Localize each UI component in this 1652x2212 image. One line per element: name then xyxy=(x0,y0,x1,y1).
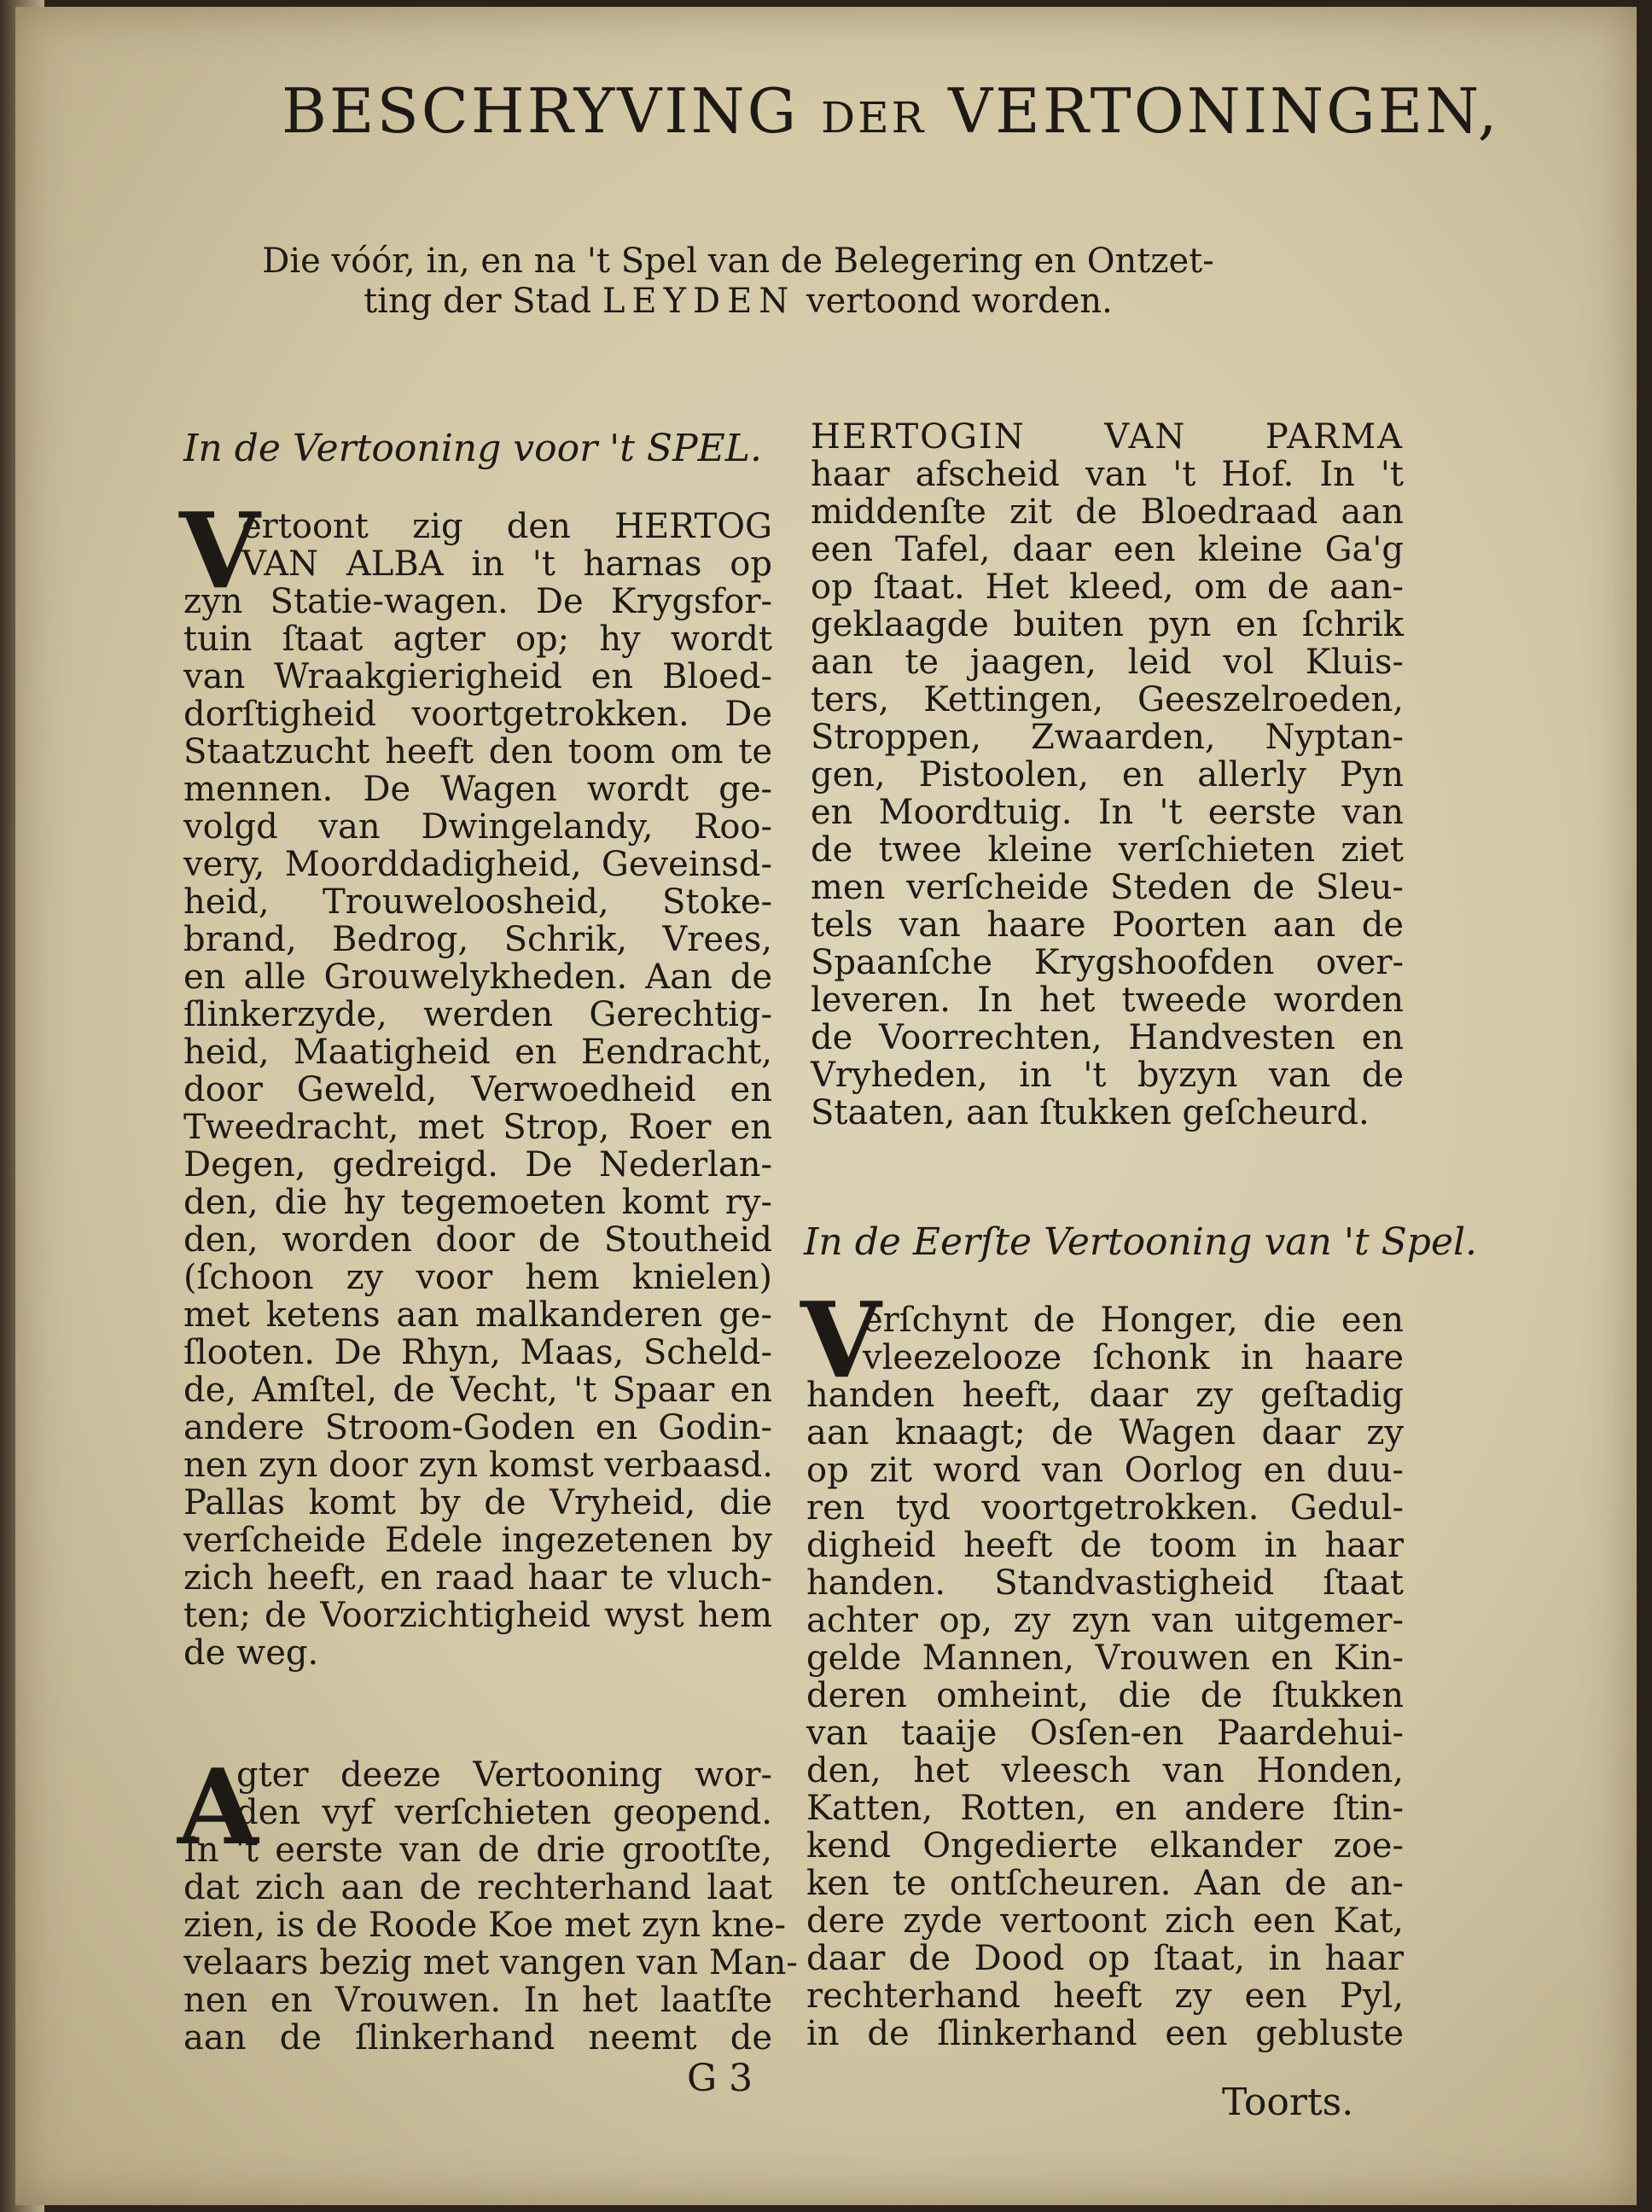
right-paragraph-main xyxy=(806,1301,1404,2052)
right-paragraph-top xyxy=(811,418,1404,1132)
text-line: (ſchoon zy voor hem knielen) xyxy=(183,1258,772,1297)
text-line: zich heeft, en raad haar te vluch- xyxy=(183,1558,772,1598)
title-main: BESCHRYVING xyxy=(282,75,800,147)
text-line: volgd van Dwingelandy, Roo- xyxy=(183,807,772,847)
text-line: dorſtigheid voortgetrokken. De xyxy=(183,695,772,734)
text-line: nen zyn door zyn komst verbaasd. xyxy=(183,1446,773,1485)
text-line: leveren. In het tweede worden xyxy=(811,981,1404,1020)
text-line: middenſte zit de Bloedraad aan xyxy=(811,492,1404,532)
text-line: andere Stroom-Goden en Godin- xyxy=(183,1408,772,1447)
text-line: heid, Trouweloosheid, Stoke- xyxy=(183,882,772,922)
text-line: daar de Dood op ſtaat, in haar xyxy=(806,1939,1404,1978)
subtitle-city: LEYDEN xyxy=(602,282,796,321)
text-line: de twee kleine verſchieten ziet xyxy=(811,830,1404,870)
subtitle-text-c: vertoond worden. xyxy=(806,282,1113,321)
text-line: den vyf verſchieten geopend. xyxy=(236,1793,772,1832)
text-line: VAN ALBA in 't harnas op xyxy=(241,544,772,584)
text-line: Pallas komt by de Vryheid, die xyxy=(183,1483,772,1522)
left-paragraph-2 xyxy=(183,1755,798,2058)
text-line: Staatzucht heeft den toom om te xyxy=(183,732,772,771)
text-line: ren tyd voortgetrokken. Gedul- xyxy=(806,1488,1404,1528)
text-line: dat zich aan de rechterhand laat xyxy=(183,1868,772,1907)
page-title xyxy=(282,75,1500,147)
text-line: gter deeze Vertooning wor- xyxy=(236,1755,772,1795)
text-line: gelde Mannen, Vrouwen en Kin- xyxy=(806,1639,1404,1678)
text-line: verſcheide Edele ingezetenen by xyxy=(183,1521,772,1560)
text-line: de Voorrechten, Handvesten en xyxy=(811,1018,1404,1057)
text-line: op zit word van Oorlog en duu- xyxy=(806,1451,1404,1490)
left-section-heading: In de Vertooning voor 't SPEL. xyxy=(183,427,762,470)
text-line: ten; de Voorzichtigheid wyst hem xyxy=(183,1596,772,1635)
left-paragraph-1 xyxy=(183,508,772,1672)
text-line: den, worden door de Stoutheid xyxy=(183,1220,772,1260)
text-line: een Tafel, daar een kleine Ga'g xyxy=(811,530,1404,569)
text-line: HERTOGIN VAN PARMA xyxy=(811,417,1404,457)
text-line: van Wraakgierigheid en Bloed- xyxy=(183,657,772,696)
text-line: dere zyde vertoont zich een Kat, xyxy=(806,1901,1404,1941)
text-line: ken te ontſcheuren. Aan de an- xyxy=(806,1864,1404,1903)
text-line: men verſcheide Steden de Sleu- xyxy=(811,868,1404,907)
text-line: tels van haare Poorten aan de xyxy=(811,905,1404,945)
text-line: deren omheint, die de ſtukken xyxy=(806,1676,1404,1715)
text-line: velaars bezig met vangen van Man- xyxy=(183,1943,798,1982)
text-line: Spaanſche Krygshoofden over- xyxy=(811,943,1404,982)
subtitle-line-2 xyxy=(247,282,1229,321)
text-line: very, Moorddadigheid, Geveinsd- xyxy=(183,845,772,884)
text-line: gen, Pistoolen, en allerly Pyn xyxy=(811,755,1404,795)
catchword: Toorts. xyxy=(1222,2081,1354,2124)
text-line: achter op, zy zyn van uitgemer- xyxy=(806,1601,1404,1640)
left-dropcap-a: A xyxy=(177,1745,259,1868)
text-line: den, het vleesch van Honden, xyxy=(806,1751,1404,1790)
text-line: kend Ongedierte elkander zoe- xyxy=(806,1826,1404,1866)
text-line: op ſtaat. Het kleed, om de aan- xyxy=(811,568,1404,607)
signature-mark: G 3 xyxy=(687,2057,753,2100)
title-end: VERTONINGEN, xyxy=(948,75,1500,147)
text-line: in de ſlinkerhand een gebluste xyxy=(806,2014,1404,2053)
text-line: digheid heeft de toom in haar xyxy=(806,1526,1404,1565)
text-line: handen. Standvastigheid ſtaat xyxy=(806,1563,1404,1603)
text-line: haar afscheid van 't Hof. In 't xyxy=(811,455,1404,494)
text-line: ſlinkerzyde, werden Gerechtig- xyxy=(183,995,772,1034)
text-line: zyn Statie-wagen. De Krygsfor- xyxy=(183,582,772,621)
text-line: nen en Vrouwen. In het laatſte xyxy=(183,1981,772,2020)
right-dropcap-v: V xyxy=(800,1278,881,1401)
text-line: mennen. De Wagen wordt ge- xyxy=(183,770,772,809)
text-line: aan de ſlinkerhand neemt de xyxy=(183,2018,772,2058)
text-line: geklaagde buiten pyn en ſchrik xyxy=(811,605,1404,644)
title-der: DER xyxy=(821,93,927,143)
subtitle-line-1: Die vóór, in, en na 't Spel van de Belegering en Ontzet- xyxy=(262,242,1214,281)
text-line: en Moordtuig. In 't eerste van xyxy=(811,793,1404,832)
text-line: In 't eerste van de drie grootſte, xyxy=(183,1831,772,1870)
text-line: zien, is de Roode Koe met zyn kne- xyxy=(183,1906,787,1945)
text-line: Vryheden, in 't byzyn van de xyxy=(811,1056,1404,1095)
text-line: Staaten, aan ſtukken geſcheurd. xyxy=(811,1093,1370,1132)
text-line: rechterhand heeft zy een Pyl, xyxy=(806,1976,1404,2016)
text-line: erſchynt de Honger, die een xyxy=(863,1301,1404,1340)
text-line: en alle Grouwelykheden. Aan de xyxy=(183,958,772,997)
text-line: heid, Maatigheid en Eendracht, xyxy=(183,1033,772,1072)
text-line: ſlooten. De Rhyn, Maas, Scheld- xyxy=(183,1333,772,1372)
text-line: de, Amſtel, de Vecht, 't Spaar en xyxy=(183,1371,772,1410)
text-line: vleezelooze ſchonk in haare xyxy=(863,1338,1404,1377)
text-line: Degen, gedreigd. De Nederlan- xyxy=(183,1145,772,1185)
left-dropcap-v: V xyxy=(179,489,260,612)
text-line: den, die hy tegemoeten komt ry- xyxy=(183,1183,772,1222)
text-line: Tweedracht, met Strop, Roer en xyxy=(183,1108,772,1147)
text-line: met ketens aan malkanderen ge- xyxy=(183,1295,772,1335)
text-line: ertoont zig den HERTOG xyxy=(241,507,772,546)
subtitle-text-a: ting der Stad xyxy=(364,282,592,321)
text-line: handen heeft, daar zy geſtadig xyxy=(806,1376,1404,1415)
right-section-heading: In de Eerſte Vertooning van 't Spel. xyxy=(804,1220,1478,1264)
text-line: door Geweld, Verwoedheid en xyxy=(183,1070,772,1109)
text-line: Stroppen, Zwaarden, Nyptan- xyxy=(811,718,1404,757)
text-line: de weg. xyxy=(183,1633,319,1673)
text-line: brand, Bedrog, Schrik, Vrees, xyxy=(183,920,772,959)
text-line: van taaije Osſen-en Paardehui- xyxy=(806,1714,1404,1753)
text-line: Katten, Rotten, en andere ſtin- xyxy=(806,1789,1404,1828)
text-line: ters, Kettingen, Geeszelroeden, xyxy=(811,680,1404,719)
text-line: aan knaagt; de Wagen daar zy xyxy=(806,1413,1404,1452)
text-line: aan te jaagen, leid vol Kluis- xyxy=(811,643,1404,682)
text-line: tuin ſtaat agter op; hy wordt xyxy=(183,620,772,659)
